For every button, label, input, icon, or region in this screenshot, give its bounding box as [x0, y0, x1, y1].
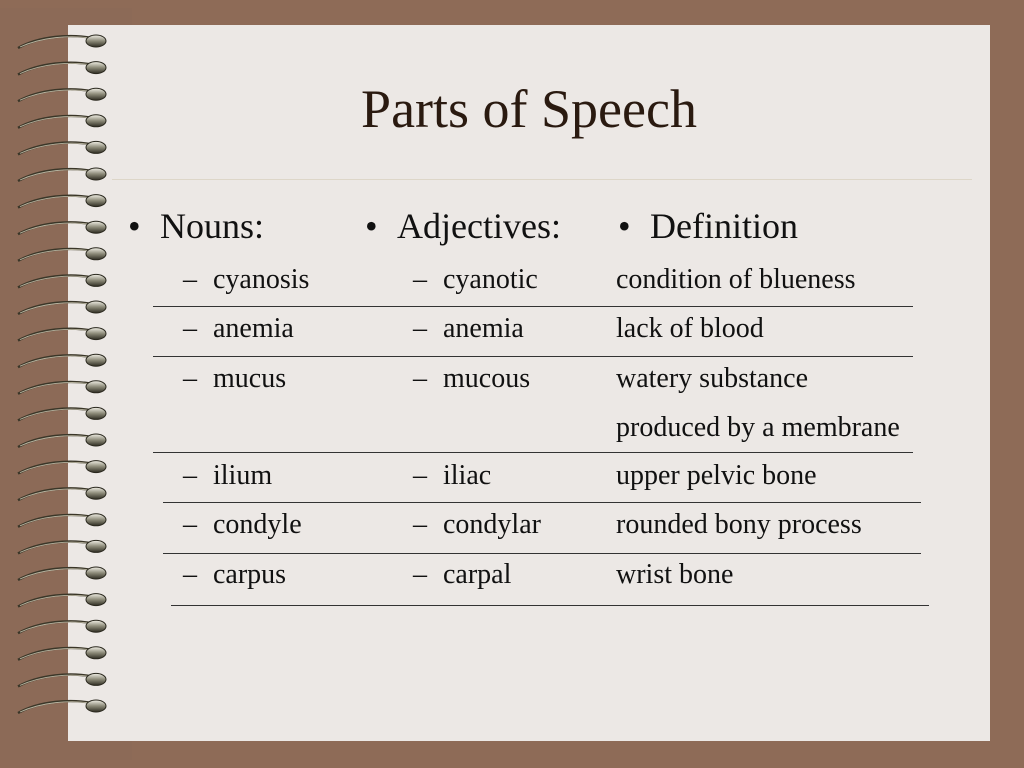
- row-divider: [171, 605, 929, 606]
- spiral-ring-loop: [86, 567, 106, 579]
- spiral-ring-loop: [86, 248, 106, 260]
- adjective-cell: – mucous: [413, 363, 531, 394]
- spiral-ring-loop: [86, 594, 106, 606]
- header-nouns: [128, 205, 264, 247]
- definition-cell: lack of blood: [616, 313, 764, 344]
- spiral-ring-loop: [86, 168, 106, 180]
- spiral-ring-loop: [86, 354, 106, 366]
- row-divider: [163, 553, 921, 554]
- noun-cell: – mucus: [183, 363, 287, 394]
- spiral-ring-loop: [86, 62, 106, 74]
- adjective-cell: – carpal: [413, 559, 512, 590]
- bullet: •: [618, 206, 631, 246]
- spiral-ring-loop: [86, 620, 106, 632]
- spiral-ring-loop: [86, 647, 106, 659]
- row-divider: [153, 356, 913, 357]
- definition-cell: wrist bone: [616, 559, 734, 590]
- definition-cell: condition of blueness: [616, 264, 856, 295]
- spiral-ring-loop: [86, 195, 106, 207]
- spiral-ring-loop: [86, 487, 106, 499]
- spiral-ring-loop: [86, 301, 106, 313]
- adjective-cell: – cyanotic: [413, 264, 538, 295]
- spiral-ring-loop: [86, 700, 106, 712]
- header-nouns-label: Nouns:: [160, 206, 265, 246]
- adjective-cell: – condylar: [413, 509, 541, 540]
- noun-cell: – carpus: [183, 559, 287, 590]
- spiral-ring-loop: [86, 274, 106, 286]
- spiral-ring-loop: [86, 221, 106, 233]
- spiral-ring-loop: [86, 540, 106, 552]
- noun-cell: – condyle: [183, 509, 302, 540]
- title-divider: [112, 179, 972, 180]
- spiral-ring-loop: [86, 673, 106, 685]
- definition-cell: rounded bony process: [616, 509, 862, 540]
- row-divider: [153, 306, 913, 307]
- header-definition-label: Definition: [650, 206, 798, 246]
- header-adjectives-label: Adjectives:: [397, 206, 561, 246]
- spiral-ring-loop: [86, 434, 106, 446]
- row-divider: [153, 452, 913, 453]
- spiral-ring-loop: [86, 514, 106, 526]
- row-divider: [163, 502, 921, 503]
- spiral-ring-loop: [86, 461, 106, 473]
- spiral-ring-loop: [86, 407, 106, 419]
- bullet: •: [128, 206, 141, 246]
- spiral-ring-loop: [86, 328, 106, 340]
- spiral-ring-loop: [86, 381, 106, 393]
- noun-cell: – ilium: [183, 460, 273, 491]
- noun-cell: – anemia: [183, 313, 294, 344]
- spiral-ring-loop: [86, 141, 106, 153]
- definition-cell-continued: produced by a membrane: [616, 412, 900, 443]
- slide-title: Parts of Speech: [361, 79, 697, 139]
- definition-cell: watery substance: [616, 363, 809, 394]
- header-adjectives: [365, 205, 561, 247]
- spiral-ring-loop: [86, 35, 106, 47]
- definition-cell: upper pelvic bone: [616, 460, 817, 491]
- adjective-cell: – anemia: [413, 313, 524, 344]
- bullet: •: [365, 206, 378, 246]
- header-definition: [618, 205, 798, 247]
- adjective-cell: – iliac: [413, 460, 492, 491]
- noun-cell: – cyanosis: [183, 264, 310, 295]
